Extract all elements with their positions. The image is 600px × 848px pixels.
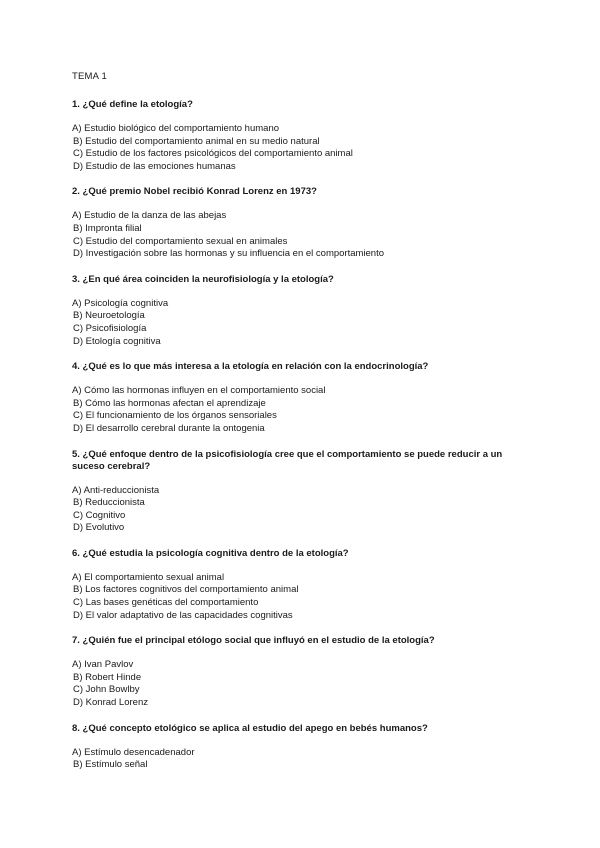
option-b: B) Impronta filial [73, 222, 142, 234]
option-a: A) Anti-reduccionista [72, 484, 160, 496]
document-header: TEMA 1 [72, 71, 107, 82]
question-1 [72, 99, 532, 173]
option-c: C) Estudio del comportamiento sexual en animales [73, 235, 288, 247]
question-8 [72, 723, 532, 772]
option-list [72, 572, 532, 622]
option-a: A) Estímulo desencadenador [72, 746, 195, 758]
question-4 [72, 361, 532, 435]
question-title: 6. ¿Qué estudia la psicología cognitiva dentro de la etología? [72, 547, 349, 559]
option-d: D) Investigación sobre las hormonas y su influencia en el comportamiento [73, 248, 385, 260]
option-list [72, 485, 532, 535]
option-a: A) Ivan Pavlov [72, 659, 134, 671]
question-title: 5. ¿Qué enfoque dentro de la psicofisiología cree que el comportamiento se puede reducir a un suceso cerebral? [72, 448, 503, 472]
question-6 [72, 548, 532, 622]
option-list [72, 747, 532, 772]
question-title: 1. ¿Qué define la etología? [72, 99, 193, 110]
option-list [72, 385, 532, 435]
question-3 [72, 274, 532, 348]
option-d: D) El valor adaptativo de las capacidades cognitivas [73, 609, 293, 621]
option-c: C) Cognitivo [73, 509, 126, 521]
question-title: 3. ¿En qué área coinciden la neurofisiología y la etología? [72, 273, 334, 285]
option-b: B) Reduccionista [73, 497, 145, 509]
option-b: B) Robert Hinde [73, 671, 142, 683]
option-b: B) Neuroetología [73, 310, 145, 322]
option-c: C) El funcionamiento de los órganos sensoriales [73, 410, 277, 422]
option-d: D) Estudio de las emociones humanas [73, 160, 236, 172]
option-list [72, 210, 532, 260]
option-b: B) Estímulo señal [73, 759, 148, 771]
option-d: D) Etología cognitiva [73, 335, 161, 347]
option-a: A) Psicología cognitiva [72, 297, 169, 309]
option-c: C) Las bases genéticas del comportamiento [73, 597, 259, 609]
option-d: D) Evolutivo [73, 522, 125, 534]
question-2 [72, 186, 532, 260]
question-7 [72, 635, 532, 709]
option-c: C) Estudio de los factores psicológicos del comportamiento animal [73, 148, 353, 160]
option-c: C) John Bowlby [73, 684, 140, 696]
option-b: B) Los factores cognitivos del comportamiento animal [73, 584, 299, 596]
question-title: 4. ¿Qué es lo que más interesa a la etología en relación con la endocrinología? [72, 361, 429, 373]
document-page [72, 71, 532, 772]
option-d: D) El desarrollo cerebral durante la ontogenia [73, 422, 265, 434]
option-list [72, 659, 532, 709]
question-title: 7. ¿Quién fue el principal etólogo social que influyó en el estudio de la etología? [72, 635, 435, 647]
question-title: 8. ¿Qué concepto etológico se aplica al estudio del apego en bebés humanos? [72, 722, 428, 734]
option-b: B) Cómo las hormonas afectan el aprendizaje [73, 397, 266, 409]
option-a: A) Estudio biológico del comportamiento humano [72, 123, 280, 134]
option-d: D) Konrad Lorenz [73, 697, 148, 709]
option-c: C) Psicofisiología [73, 322, 147, 334]
question-5 [72, 449, 532, 535]
question-title: 2. ¿Qué premio Nobel recibió Konrad Lorenz en 1973? [72, 186, 317, 198]
option-b: B) Estudio del comportamiento animal en su medio natural [73, 135, 320, 147]
option-list [72, 298, 532, 348]
option-a: A) Cómo las hormonas influyen en el comportamiento social [72, 385, 326, 397]
option-a: A) Estudio de la danza de las abejas [72, 210, 227, 222]
option-list [72, 123, 532, 173]
option-a: A) El comportamiento sexual animal [72, 571, 225, 583]
